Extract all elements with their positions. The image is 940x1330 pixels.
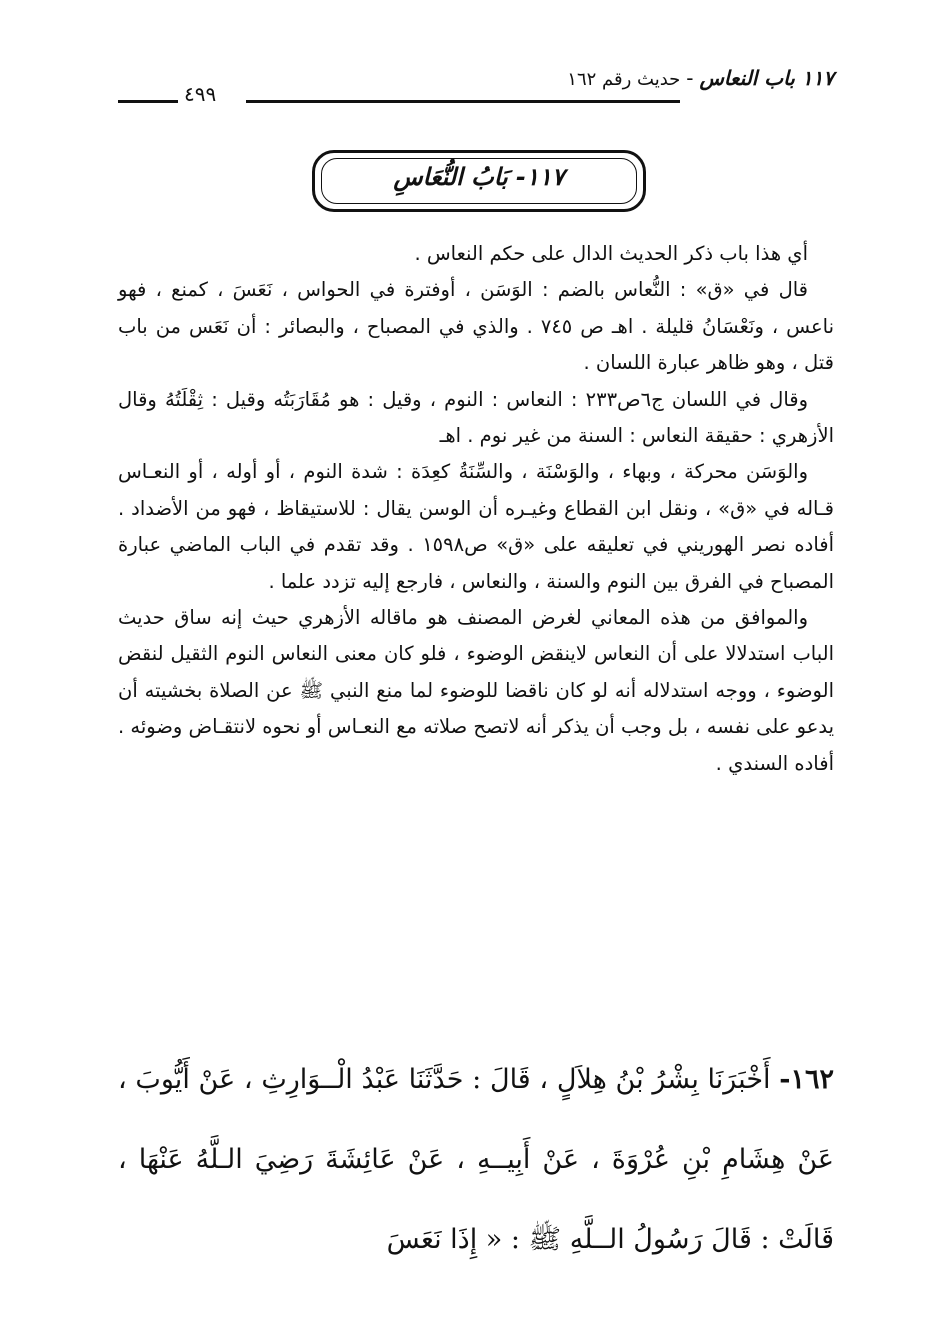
hadith-paragraph xyxy=(118,1040,834,1280)
running-header-title: ١١٧ باب النعاس xyxy=(699,66,834,90)
commentary-body xyxy=(118,236,834,782)
commentary-paragraph: والوَسَن محركة ، وبهاء ، والوَسْنَة ، والسِّنَةُ كعِدَة : شدة النوم ، أو أوله ، أو النعـاس قـاله في «ق» ، ونقل ابن القطاع وغيـره أن الوسن يقال : للاستيقاظ ، فهو من الأضداد . أفاده نصر الهوريني في تعليقه على «ق» ص١٥٩٨ . وقد تقدم في الباب الماضي عبارة المصباح في الفرق بين النوم والسنة ، والنعاس ، فارجع إليه تزدد علما . xyxy=(118,460,834,593)
page-number: ٤٩٩ xyxy=(184,82,217,106)
hadith-number: ١٦٢- xyxy=(779,1064,834,1095)
header-rule xyxy=(246,100,680,103)
commentary-paragraph: والموافق من هذه المعاني لغرض المصنف هو ماقاله الأزهري حيث إنه ساق حديث الباب استدلالا على أن النعاس لاينقض الوضوء ، فلو كان معنى النعاس النوم الثقيل لنقض الوضوء ، ووجه استدلاله أنه لو كان ناقضا للوضوء لما منع النبي ﷺ عن الصلاة بخشيته أن يدعو على نفسه ، بل وجب أن يذكر أنه لاتصح صلاته مع النعـاس أو نحوه لانتقـاض وضوئه . أفاده السندي . xyxy=(118,606,834,775)
chapter-title-frame xyxy=(312,150,646,212)
running-header xyxy=(118,62,834,104)
hadith-block xyxy=(118,1040,834,1280)
hadith-text: أَخْبَرَنَا بِشْرُ بْنُ هِلاَلٍ ، قَالَ : حَدَّثَنَا عَبْدُ الْــوَارِثِ ، عَنْ أَيُّوبَ ، عَنْ هِشَامِ بْنِ عُرْوَةَ ، عَنْ أَبِيــهِ ، عَنْ عَائِشَةَ رَضِيَ الـلَّهُ عَنْهَا ، قَالَتْ : قَالَ رَسُولُ الــلَّهِ ﷺ : « إِذَا نَعَسَ xyxy=(118,1064,834,1255)
running-header-title-group xyxy=(567,66,834,90)
commentary-paragraph: أي هذا باب ذكر الحديث الدال على حكم النعاس . xyxy=(414,242,808,265)
header-rule-left xyxy=(118,100,178,103)
running-header-separator: - xyxy=(686,66,694,90)
commentary-paragraph: وقال في اللسان ج٦ص٢٣٣ : النعاس : النوم ، وقيل : هو مُقَارَبَتُه وقيل : ثِقْلَتُهُ وقال الأزهري : حقيقة النعاس : السنة من غير نوم . اهـ xyxy=(118,387,834,448)
running-header-subtitle: حديث رقم ١٦٢ xyxy=(567,69,681,90)
commentary-paragraph: قال في «ق» : النُّعاس بالضم : الوَسَن ، أوفترة في الحواس ، نَعَسَ ، كمنع ، فهو ناعس ، ونَعْسَانُ قليلة . اهـ ص ٧٤٥ . والذي في المصباح ، والبصائر : أن نَعَس من باب قتل ، وهو ظاهر عبارة اللسان . xyxy=(118,278,835,375)
chapter-heading: ١١٧- بَابُ النُّعَاسِ xyxy=(393,163,565,191)
